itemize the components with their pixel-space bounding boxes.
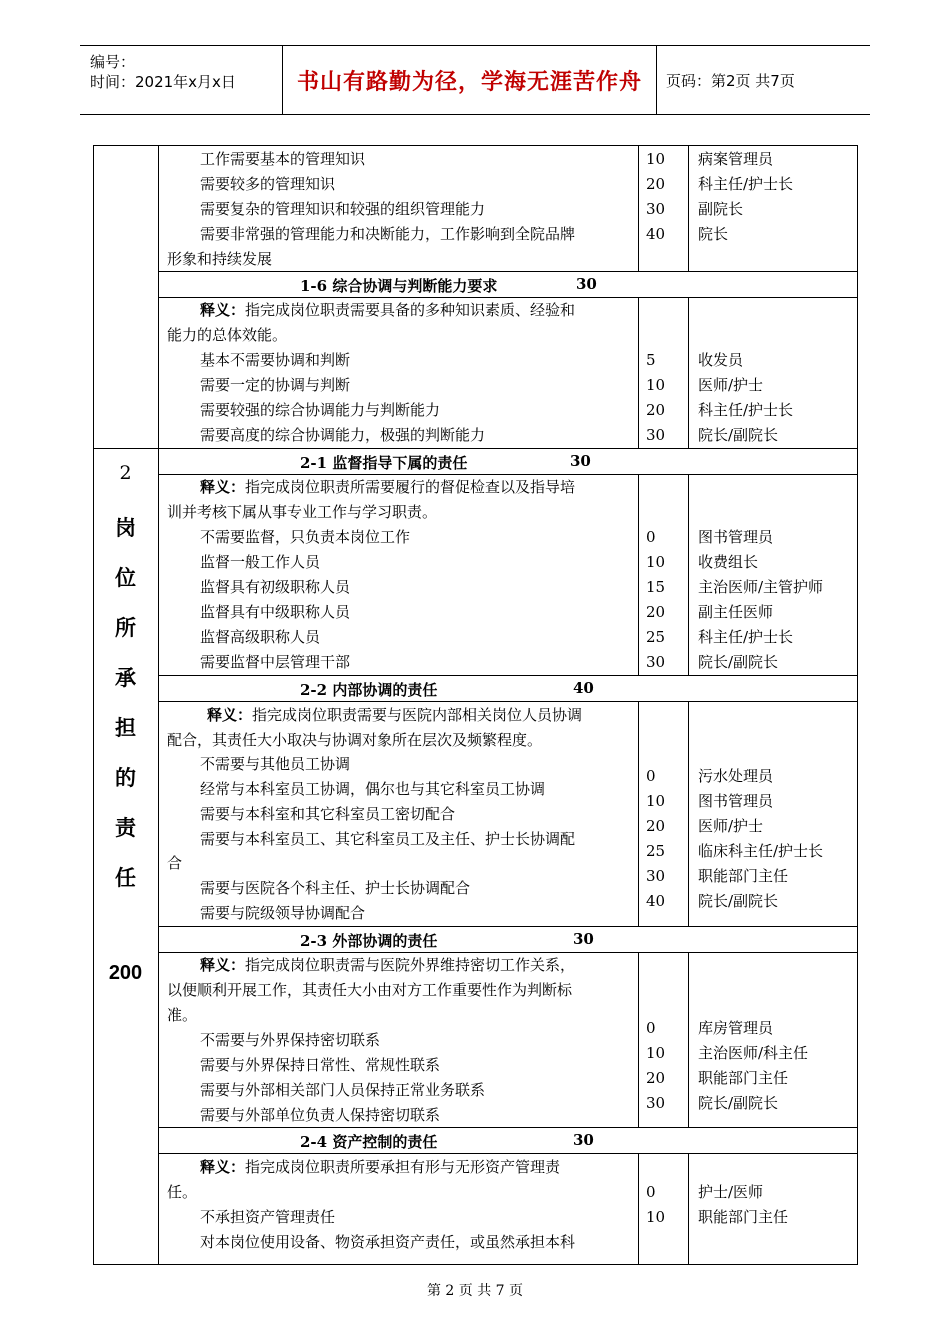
criterion-line: 需要复杂的管理知识和较强的组织管理能力 — [200, 200, 486, 218]
score-value: 30 — [646, 426, 666, 444]
explanation-cont: 任。 — [167, 1183, 198, 1201]
score-value: 10 — [646, 792, 666, 810]
score-value: 10 — [646, 1208, 666, 1226]
page-footer: 第 2 页 共 7 页 — [426, 1283, 524, 1299]
section-score: 30 — [576, 275, 597, 293]
explanation-label: 释义： — [200, 301, 246, 319]
role-example: 图书管理员 — [698, 792, 774, 810]
criterion-line: 需要监督中层管理干部 — [200, 653, 351, 671]
score-value: 0 — [646, 767, 656, 785]
col-divider-left — [158, 145, 159, 1265]
category-char: 任 — [115, 865, 136, 890]
role-example: 收发员 — [698, 351, 744, 369]
col-divider-score — [638, 474, 639, 675]
criterion-line: 需要与外部相关部门人员保持正常业务联系 — [200, 1081, 486, 1099]
role-example: 主治医师/主管护师 — [698, 578, 824, 596]
col-divider-role — [688, 701, 689, 926]
criterion-line-cont: 合 — [167, 854, 183, 872]
section-score: 40 — [573, 679, 594, 697]
role-example: 医师/护士 — [698, 376, 764, 394]
section-title: 2-4 资产控制的责任 — [300, 1133, 438, 1151]
col-divider-role — [688, 297, 689, 448]
role-example: 污水处理员 — [698, 767, 774, 785]
section-score: 30 — [570, 452, 591, 470]
criterion-line: 不承担资产管理责任 — [200, 1208, 336, 1226]
section-title: 2-1 监督指导下属的责任 — [300, 454, 468, 472]
role-example: 主治医师/科主任 — [698, 1044, 809, 1062]
score-value: 20 — [646, 1069, 666, 1087]
explanation-cont: 准。 — [167, 1006, 198, 1024]
criterion-line-cont: 形象和持续发展 — [167, 250, 273, 268]
criterion-line: 不需要与其他员工协调 — [200, 755, 351, 773]
explanation-text: 指完成岗位职责所需要履行的督促检查以及指导培 — [245, 478, 576, 496]
score-value: 30 — [646, 867, 666, 885]
col-divider-score — [638, 297, 639, 448]
score-value: 20 — [646, 175, 666, 193]
criterion-line: 需要较多的管理知识 — [200, 175, 336, 193]
explanation-text: 指完成岗位职责需要具备的多种知识素质、经验和 — [245, 301, 576, 319]
criterion-line: 需要与本科室和其它科室员工密切配合 — [200, 805, 456, 823]
category-total: 200 — [108, 962, 143, 984]
explanation-cont: 配合，其责任大小取决与协调对象所在层次及频繁程度。 — [167, 731, 543, 749]
criterion-line: 需要较强的综合协调能力与判断能力 — [200, 401, 441, 419]
explanation-text: 指完成岗位职责需要与医院内部相关岗位人员协调 — [252, 706, 583, 724]
category-char: 位 — [115, 565, 136, 590]
section-score: 30 — [573, 1131, 594, 1149]
role-example: 病案管理员 — [698, 150, 774, 168]
role-example: 护士/医师 — [698, 1183, 764, 1201]
role-example: 库房管理员 — [698, 1019, 774, 1037]
score-value: 0 — [646, 1019, 656, 1037]
header-motto: 书山有路勤为径，学海无涯苦作舟 — [282, 46, 657, 114]
role-example: 副院长 — [698, 200, 744, 218]
role-example: 院长/副院长 — [698, 653, 779, 671]
criterion-line: 经常与本科室员工协调，偶尔也与其它科室员工协调 — [200, 780, 546, 798]
section-title: 2-3 外部协调的责任 — [300, 932, 438, 950]
score-value: 10 — [646, 376, 666, 394]
criterion-line: 需要与外部单位负责人保持密切联系 — [200, 1106, 441, 1124]
role-example: 科主任/护士长 — [698, 628, 794, 646]
section-title: 2-2 内部协调的责任 — [300, 681, 438, 699]
criterion-line: 监督具有初级职称人员 — [200, 578, 351, 596]
score-value: 30 — [646, 653, 666, 671]
role-example: 职能部门主任 — [698, 1069, 789, 1087]
score-value: 10 — [646, 553, 666, 571]
role-example: 院长/副院长 — [698, 1094, 779, 1112]
score-value: 20 — [646, 401, 666, 419]
col-divider-score — [638, 701, 639, 926]
criterion-line: 工作需要基本的管理知识 — [200, 150, 366, 168]
explanation-label: 释义： — [200, 478, 246, 496]
score-value: 25 — [646, 628, 666, 646]
explanation-label: 释义： — [200, 1158, 246, 1176]
role-example: 院长/副院长 — [698, 426, 779, 444]
criterion-line: 监督高级职称人员 — [200, 628, 321, 646]
category-char: 责 — [115, 815, 136, 840]
role-example: 科主任/护士长 — [698, 175, 794, 193]
criterion-line: 需要与医院各个科主任、护士长协调配合 — [200, 879, 471, 897]
role-example: 职能部门主任 — [698, 867, 789, 885]
score-value: 30 — [646, 200, 666, 218]
criterion-line: 需要与院级领导协调配合 — [200, 904, 366, 922]
explanation-cont: 能力的总体效能。 — [167, 326, 288, 344]
criterion-line: 对本岗位使用设备、物资承担资产责任，或虽然承担本科 — [200, 1233, 576, 1251]
page-header — [80, 45, 870, 115]
criterion-line: 不需要与外界保持密切联系 — [200, 1031, 381, 1049]
criterion-line: 监督具有中级职称人员 — [200, 603, 351, 621]
criterion-line: 需要高度的综合协调能力，极强的判断能力 — [200, 426, 486, 444]
category-char: 所 — [115, 615, 136, 640]
col-divider-score — [638, 145, 639, 271]
criterion-line: 需要一定的协调与判断 — [200, 376, 351, 394]
explanation-label: 释义： — [200, 956, 246, 974]
role-example: 医师/护士 — [698, 817, 764, 835]
score-value: 10 — [646, 150, 666, 168]
col-divider-role — [688, 952, 689, 1127]
criterion-line: 需要非常强的管理能力和决断能力，工作影响到全院品牌 — [200, 225, 576, 243]
role-example: 院长/副院长 — [698, 892, 779, 910]
score-value: 20 — [646, 603, 666, 621]
col-divider-role — [688, 1153, 689, 1265]
score-value: 25 — [646, 842, 666, 860]
score-value: 40 — [646, 892, 666, 910]
category-number: 2 — [119, 462, 132, 484]
role-example: 副主任医师 — [698, 603, 774, 621]
role-example: 收费组长 — [698, 553, 759, 571]
explanation-cont: 以便顺利开展工作，其责任大小由对方工作重要性作为判断标 — [167, 981, 573, 999]
score-value: 30 — [646, 1094, 666, 1112]
role-example: 院长 — [698, 225, 729, 243]
role-example: 临床科主任/护士长 — [698, 842, 824, 860]
row-divider — [158, 926, 858, 927]
col-divider-role — [688, 145, 689, 271]
category-char: 岗 — [115, 515, 136, 540]
number-label: 编号： — [90, 53, 136, 71]
criterion-line: 监督一般工作人员 — [200, 553, 321, 571]
score-value: 0 — [646, 528, 656, 546]
criterion-line: 不需要监督，只负责本岗位工作 — [200, 528, 411, 546]
explanation-text: 指完成岗位职责需与医院外界维持密切工作关系， — [245, 956, 576, 974]
score-value: 10 — [646, 1044, 666, 1062]
explanation-label: 释义： — [207, 706, 253, 724]
section-title: 1-6 综合协调与判断能力要求 — [300, 277, 498, 295]
col-divider-score — [638, 952, 639, 1127]
explanation-cont: 训并考核下属从事专业工作与学习职责。 — [167, 503, 438, 521]
score-value: 20 — [646, 817, 666, 835]
row-divider — [158, 675, 858, 676]
criterion-line: 需要与本科室员工、其它科室员工及主任、护士长协调配 — [200, 830, 576, 848]
row-divider — [93, 448, 858, 449]
role-example: 科主任/护士长 — [698, 401, 794, 419]
col-divider-role — [688, 474, 689, 675]
category-char: 的 — [115, 765, 136, 790]
criterion-line: 基本不需要协调和判断 — [200, 351, 351, 369]
section-score: 30 — [573, 930, 594, 948]
criterion-line: 需要与外界保持日常性、常规性联系 — [200, 1056, 441, 1074]
col-divider-score — [638, 1153, 639, 1265]
header-page-info: 页码：第2页 共7页 — [666, 71, 795, 90]
row-divider — [158, 701, 858, 702]
time-label: 时间：2021年x月x日 — [90, 73, 236, 91]
row-divider — [158, 1153, 858, 1154]
score-value: 40 — [646, 225, 666, 243]
score-value: 0 — [646, 1183, 656, 1201]
category-char: 担 — [115, 715, 136, 740]
explanation-text: 指完成岗位职责所要承担有形与无形资产管理责 — [245, 1158, 561, 1176]
score-value: 15 — [646, 578, 666, 596]
score-value: 5 — [646, 351, 656, 369]
category-char: 承 — [115, 665, 136, 690]
role-example: 图书管理员 — [698, 528, 774, 546]
role-example: 职能部门主任 — [698, 1208, 789, 1226]
header-meta — [80, 46, 280, 114]
